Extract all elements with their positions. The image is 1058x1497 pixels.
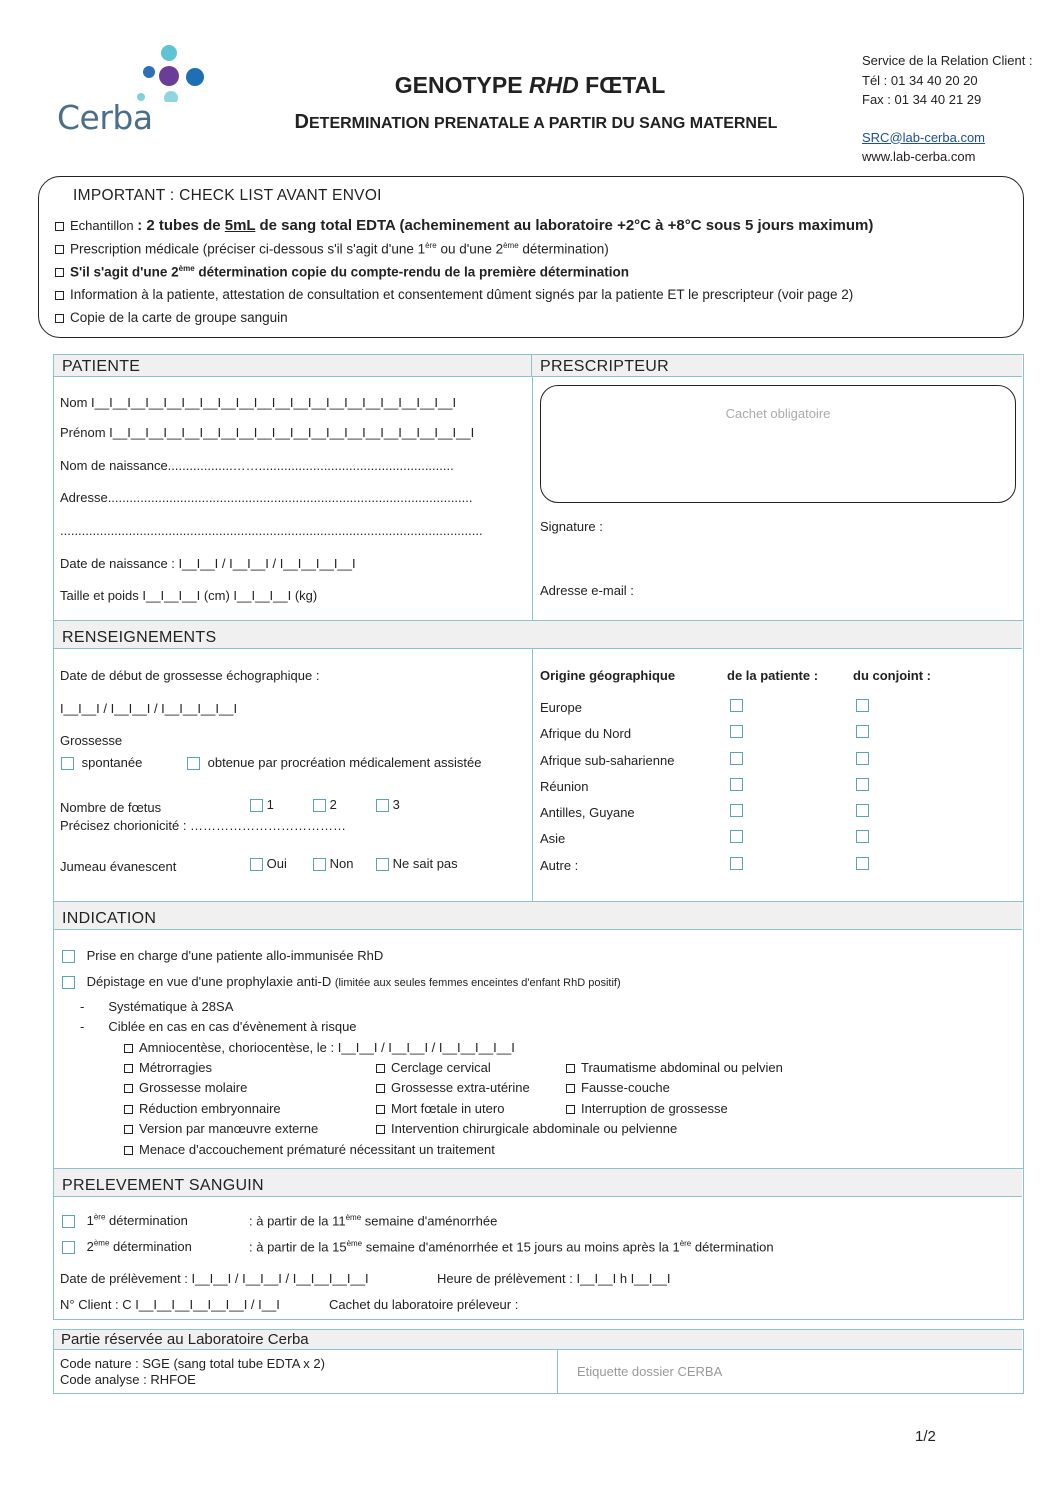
page-title: GENOTYPE RHD FŒTAL	[394, 72, 666, 98]
checkbox-icon[interactable]	[376, 858, 389, 871]
code-analyse: Code analyse : RHFOE	[60, 1372, 196, 1387]
checkbox-icon[interactable]	[856, 752, 869, 765]
menace-option[interactable]: Menace d'accouchement prématuré nécessitant un traitement	[124, 1142, 495, 1157]
checkbox-icon[interactable]	[376, 799, 389, 812]
nb-foetus-option-1[interactable]: 1	[250, 797, 274, 812]
checkbox-icon[interactable]	[61, 757, 74, 770]
contact-service: Service de la Relation Client :	[862, 53, 1033, 68]
origine-patiente-header: de la patiente :	[727, 668, 819, 683]
origine-rows	[540, 693, 1010, 877]
origine-row: Afrique sub-saharienne	[540, 746, 1010, 772]
cerclage-option[interactable]: Cerclage cervical	[376, 1060, 491, 1075]
checkbox-icon[interactable]	[55, 245, 64, 254]
contact-email-link[interactable]: SRC@lab-cerba.com	[862, 129, 986, 145]
checkbox-icon[interactable]	[187, 757, 200, 770]
checkbox-icon[interactable]	[55, 314, 64, 323]
checkbox-icon[interactable]	[62, 1215, 75, 1228]
checkbox-icon[interactable]	[124, 1084, 133, 1093]
prescripteur-email-label: Adresse e-mail :	[540, 583, 634, 598]
checklist-title: IMPORTANT : CHECK LIST AVANT ENVOI	[73, 187, 382, 204]
traumatisme-option[interactable]: Traumatisme abdominal ou pelvien	[566, 1060, 783, 1075]
determination-2-option[interactable]: 2ème détermination	[62, 1239, 192, 1254]
checkbox-icon[interactable]	[124, 1125, 133, 1134]
column-divider	[532, 377, 533, 620]
checklist-item-prescription: Prescription médicale (préciser ci-dessous s'il s'agit d'une 1ère ou d'une 2ème détermination)	[55, 241, 609, 257]
origine-row: Réunion	[540, 772, 1010, 798]
code-nature: Code nature : SGE (sang total tube EDTA x 2)	[60, 1356, 325, 1371]
checkbox-icon[interactable]	[313, 858, 326, 871]
logo-text: Cerba	[57, 98, 153, 137]
checkbox-icon[interactable]	[55, 222, 64, 231]
systematique-item[interactable]: - Systématique à 28SA	[80, 999, 234, 1014]
logo-dots-icon	[55, 42, 215, 102]
heure-prelevement-field[interactable]: Heure de prélèvement : I__I__I h I__I__I	[437, 1271, 671, 1286]
checkbox-icon[interactable]	[856, 725, 869, 738]
checkbox-icon[interactable]	[376, 1125, 385, 1134]
page-number: 1/2	[915, 1428, 936, 1445]
patiente-prenom-field[interactable]: Prénom I__I__I__I__I__I__I__I__I__I__I__I__I__I__I__I__I__I__I__I__I	[60, 425, 475, 440]
checkbox-icon[interactable]	[856, 778, 869, 791]
checkbox-icon[interactable]	[730, 752, 743, 765]
checklist-item-echantillon: Echantillon : 2 tubes de 5mL de sang total EDTA (acheminement au laboratoire +2°C à +8°C sous 5 jours maximum)	[55, 217, 873, 234]
checkbox-icon[interactable]	[124, 1105, 133, 1114]
checkbox-icon[interactable]	[856, 830, 869, 843]
origine-conjoint-header: du conjoint :	[853, 668, 931, 683]
origine-row: Asie	[540, 824, 1010, 850]
indication-header: INDICATION	[54, 902, 1022, 930]
amnio-option[interactable]: Amniocentèse, choriocentèse, le : I__I__I / I__I__I / I__I__I__I__I	[124, 1040, 515, 1055]
determination-2-detail: : à partir de la 15ème semaine d'aménorrhée et 15 jours au moins après la 1ère détermination	[249, 1239, 774, 1255]
checkbox-icon[interactable]	[124, 1044, 133, 1053]
depistage-option[interactable]: Dépistage en vue d'une prophylaxie anti-D (limitée aux seules femmes enceintes d'enfant RhD positif)	[62, 974, 621, 989]
molaire-option[interactable]: Grossesse molaire	[124, 1080, 247, 1095]
intervention-option[interactable]: Intervention chirurgicale abdominale ou pelvienne	[376, 1121, 677, 1136]
column-divider	[557, 1350, 558, 1393]
origine-row: Antilles, Guyane	[540, 798, 1010, 824]
contact-web[interactable]: www.lab-cerba.com	[862, 149, 976, 164]
checkbox-icon[interactable]	[566, 1084, 575, 1093]
nb-foetus-label: Nombre de fœtus	[60, 800, 162, 815]
date-debut-field[interactable]: I__I__I / I__I__I / I__I__I__I__I	[60, 701, 238, 716]
date-debut-label: Date de début de grossesse échographique :	[60, 668, 320, 683]
patiente-nom-field[interactable]: Nom I__I__I__I__I__I__I__I__I__I__I__I__I__I__I__I__I__I__I__I__I	[60, 395, 457, 410]
nb-foetus-option-2[interactable]: 2	[313, 797, 337, 812]
patiente-taille-poids-field[interactable]: Taille et poids I__I__I__I (cm) I__I__I__I (kg)	[60, 588, 318, 603]
checkbox-icon[interactable]	[856, 699, 869, 712]
checkbox-icon[interactable]	[62, 976, 75, 989]
indication-panel	[53, 901, 1024, 1169]
cachet-labo-label: Cachet du laboratoire préleveur :	[329, 1297, 519, 1312]
renseignements-header: RENSEIGNEMENTS	[54, 621, 1022, 649]
chorionicite-field[interactable]: Précisez chorionicité : ………………………………	[60, 818, 347, 833]
checklist-item-copie-compte-rendu: S'il s'agit d'une 2ème détermination copie du compte-rendu de la première détermination	[55, 264, 629, 280]
grossesse-label: Grossesse	[60, 733, 123, 748]
prelevement-header: PRELEVEMENT SANGUIN	[54, 1169, 1022, 1197]
column-divider	[532, 649, 533, 901]
grossesse-pma-option[interactable]: obtenue par procréation médicalement assistée	[187, 755, 482, 770]
jumeau-label: Jumeau évanescent	[60, 859, 177, 874]
renseignements-panel	[53, 620, 1024, 902]
signature-label: Signature :	[540, 519, 603, 534]
jumeau-non-option[interactable]: Non	[313, 856, 353, 871]
checkbox-icon[interactable]	[250, 799, 263, 812]
extra-uterine-option[interactable]: Grossesse extra-utérine	[376, 1080, 530, 1095]
jumeau-oui-option[interactable]: Oui	[250, 856, 287, 871]
cerba-logo	[55, 42, 215, 137]
checkbox-icon[interactable]	[566, 1105, 575, 1114]
prise-en-charge-option[interactable]: Prise en charge d'une patiente allo-immunisée RhD	[62, 948, 383, 963]
checkbox-icon[interactable]	[376, 1105, 385, 1114]
checkbox-icon[interactable]	[566, 1064, 575, 1073]
patiente-nom-naissance-field[interactable]: Nom de naissance..................……......................................................	[60, 458, 454, 473]
jumeau-ne-sait-pas-option[interactable]: Ne sait pas	[376, 856, 458, 871]
origine-row: Autre :	[540, 851, 1010, 877]
interruption-option[interactable]: Interruption de grossesse	[566, 1101, 728, 1116]
no-client-field[interactable]: N° Client : C I__I__I__I__I__I__I / I__I	[60, 1297, 280, 1312]
reduction-option[interactable]: Réduction embryonnaire	[124, 1101, 281, 1116]
patiente-adresse2-field[interactable]: .....................................................................................................................	[60, 523, 483, 538]
checkbox-icon[interactable]	[730, 857, 743, 870]
determination-1-detail: : à partir de la 11ème semaine d'aménorrhée	[249, 1213, 498, 1229]
patiente-header: PATIENTE	[54, 355, 532, 377]
checkbox-icon[interactable]	[55, 268, 64, 277]
checkbox-icon[interactable]	[124, 1064, 133, 1073]
checkbox-icon[interactable]	[856, 804, 869, 817]
cachet-box[interactable]	[540, 385, 1016, 503]
fausse-couche-option[interactable]: Fausse-couche	[566, 1080, 670, 1095]
origine-row: Europe	[540, 693, 1010, 719]
checkbox-icon[interactable]	[730, 725, 743, 738]
checkbox-icon[interactable]	[313, 799, 326, 812]
nb-foetus-option-3[interactable]: 3	[376, 797, 400, 812]
patiente-adresse-field[interactable]: Adresse.....................................................................................................	[60, 490, 473, 505]
metrorragies-option[interactable]: Métrorragies	[124, 1060, 212, 1075]
checkbox-icon[interactable]	[62, 1241, 75, 1254]
checkbox-icon[interactable]	[730, 830, 743, 843]
page-subtitle: DETERMINATION PRENATALE A PARTIR DU SANG MATERNEL	[294, 111, 778, 133]
checkbox-icon[interactable]	[730, 778, 743, 791]
checkbox-icon[interactable]	[250, 858, 263, 871]
version-option[interactable]: Version par manœuvre externe	[124, 1121, 318, 1136]
checkbox-icon[interactable]	[55, 291, 64, 300]
reserve-header: Partie réservée au Laboratoire Cerba	[54, 1330, 1022, 1350]
origine-row: Afrique du Nord	[540, 719, 1010, 745]
checkbox-icon[interactable]	[124, 1146, 133, 1155]
checklist-item-carte-groupe: Copie de la carte de groupe sanguin	[55, 310, 288, 325]
checklist-box	[38, 176, 1024, 338]
origine-header: Origine géographique	[540, 668, 676, 683]
prelevement-panel	[53, 1168, 1024, 1320]
date-prelevement-field[interactable]: Date de prélèvement : I__I__I / I__I__I / I__I__I__I__I	[60, 1271, 369, 1286]
cachet-placeholder: Cachet obligatoire	[725, 406, 831, 421]
reserve-panel	[53, 1329, 1024, 1394]
patiente-prescripteur-panel	[53, 354, 1024, 621]
patiente-date-naissance-field[interactable]: Date de naissance : I__I__I / I__I__I / I__I__I__I__I	[60, 556, 356, 571]
grossesse-spontanee-option[interactable]: spontanée	[61, 755, 142, 770]
checklist-item-information: Information à la patiente, attestation de consultation et consentement dûment signés par la patiente ET le prescripteur (voir page 2)	[55, 287, 853, 302]
mort-foetale-option[interactable]: Mort fœtale in utero	[376, 1101, 504, 1116]
checkbox-icon[interactable]	[730, 699, 743, 712]
checkbox-icon[interactable]	[856, 857, 869, 870]
contact-fax: Fax : 01 34 40 21 29	[862, 92, 982, 107]
contact-block	[862, 51, 1033, 167]
etiquette-placeholder: Etiquette dossier CERBA	[577, 1364, 723, 1379]
checkbox-icon[interactable]	[730, 804, 743, 817]
checkbox-icon[interactable]	[376, 1064, 385, 1073]
prescripteur-header: PRESCRIPTEUR	[532, 355, 1022, 377]
contact-tel: Tél : 01 34 40 20 20	[862, 72, 978, 88]
ciblee-item[interactable]: - Ciblée en cas en cas d'évènement à risque	[80, 1019, 357, 1034]
determination-1-option[interactable]: 1ère détermination	[62, 1213, 188, 1228]
checkbox-icon[interactable]	[62, 950, 75, 963]
checkbox-icon[interactable]	[376, 1084, 385, 1093]
